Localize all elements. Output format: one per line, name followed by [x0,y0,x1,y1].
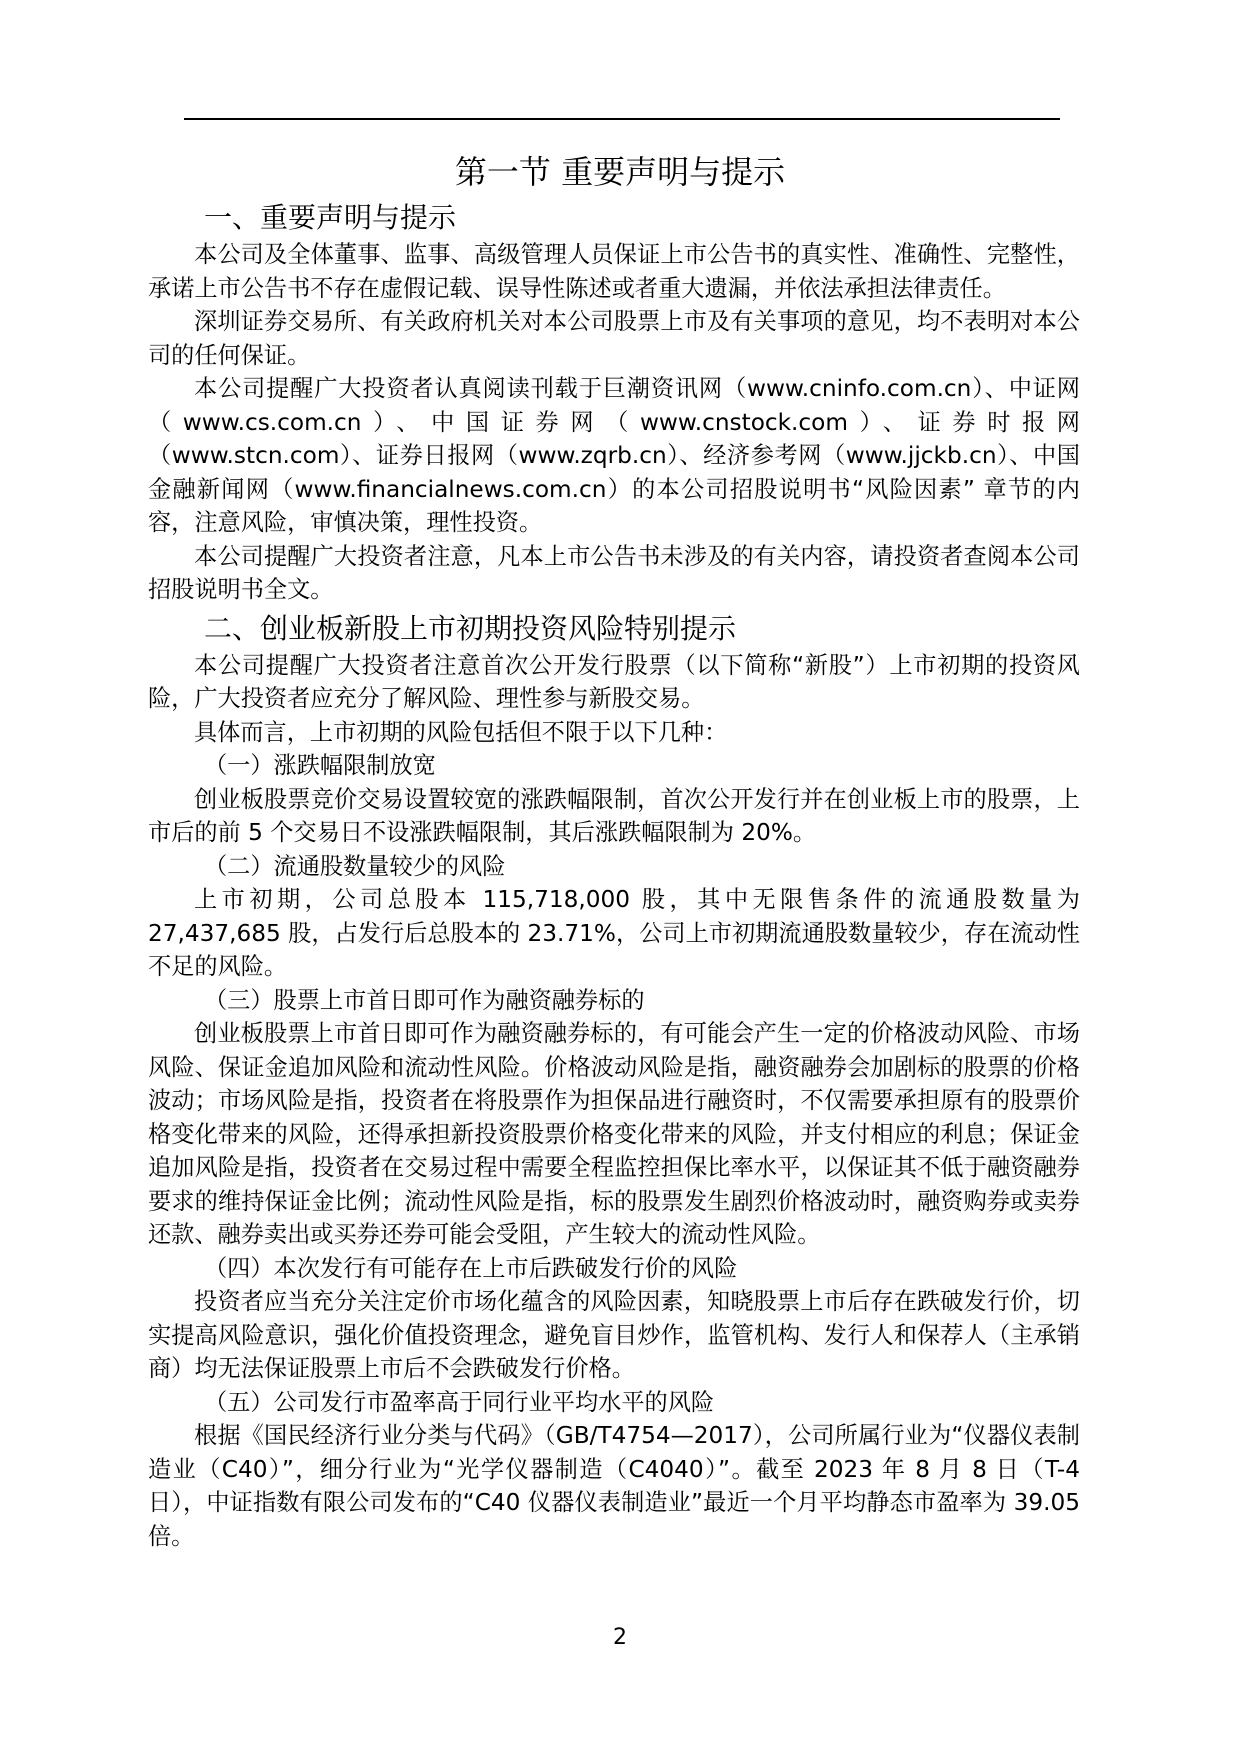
header-rule [184,118,1060,120]
subheading: （三）股票上市首日即可作为融资融券标的 [204,986,645,1014]
paragraph: 本公司提醒广大投资者注意首次公开发行股票（以下简称“新股”）上市初期的投资风险，广大投资者应充分了解风险、理性参与新股交易。 [148,651,1080,712]
subheading: （五）公司发行市盈率高于同行业平均水平的风险 [204,1388,715,1416]
paragraph: 创业板股票上市首日即可作为融资融券标的，有可能会产生一定的价格波动风险、市场风险、保证金追加风险和流动性风险。价格波动风险是指，融资融券会加剧标的股票的价格波动；市场风险是指，投资者在将股票作为担保品进行融资时，不仅需要承担原有的股票价格变化带来的风险，还得承担新投资股票价格变化带来的风险，并支付相应的利息；保证金追加风险是指，投资者在交易过程中需要全程监控担保比率水平，以保证其不低于融资融券要求的维持保证金比例；流动性风险是指，标的股票发生剧烈价格波动时，融资购券或卖券还款、融券卖出或买券还券可能会受阻，产生较大的流动性风险。 [148,1020,1080,1248]
heading-risk-notice: 二、创业板新股上市初期投资风险特别提示 [204,611,737,645]
paragraph: 本公司提醒广大投资者注意，凡本上市公告书未涉及的有关内容，请投资者查阅本公司招股说明书全文。 [148,542,1080,603]
subheading: （四）本次发行有可能存在上市后跌破发行价的风险 [204,1254,738,1282]
body-content [148,198,1080,1553]
heading-important-statement: 一、重要声明与提示 [204,201,457,234]
paragraph: 本公司提醒广大投资者认真阅读刊载于巨潮资讯网（www.cninfo.com.cn）、中证网（www.cs.com.cn）、中国证券网（www.cnstock.com）、证券时报网（www.stcn.com）、证券日报网（www.zqrb.cn）、经济参考网（www.jjckb.cn）、中国金融新闻网（www.financialnews.com.cn）的本公司招股说明书“风险因素” 章节的内容，注意风险，审慎决策，理性投资。 [148,375,1080,536]
section-title: 第一节 重要声明与提示 [454,153,786,191]
paragraph: 深圳证券交易所、有关政府机关对本公司股票上市及有关事项的意见，均不表明对本公司的任何保证。 [148,308,1080,369]
subheading: （二）流通股数量较少的风险 [204,852,506,880]
paragraph: 具体而言，上市初期的风险包括但不限于以下几种： [194,718,728,746]
paragraph: 投资者应当充分关注定价市场化蕴含的风险因素，知晓股票上市后存在跌破发行价，切实提高风险意识，强化价值投资理念，避免盲目炒作，监管机构、发行人和保荐人（主承销商）均无法保证股票上市后不会跌破发行价格。 [148,1288,1080,1382]
subheading: （一）涨跌幅限制放宽 [204,752,436,779]
paragraph: 本公司及全体董事、监事、高级管理人员保证上市公告书的真实性、准确性、完整性，承诺上市公告书不存在虚假记载、误导性陈述或者重大遗漏，并依法承担法律责任。 [148,241,1080,302]
paragraph: 上市初期，公司总股本 115,718,000 股，其中无限售条件的流通股数量为 27,437,685 股，占发行后总股本的 23.71%，公司上市初期流通股数量较少，存在流动性不足的风险。 [148,886,1080,980]
paragraph: 创业板股票竞价交易设置较宽的涨跌幅限制，首次公开发行并在创业板上市的股票，上市后的前 5 个交易日不设涨跌幅限制，其后涨跌幅限制为 20%。 [148,785,1080,846]
paragraph: 根据《国民经济行业分类与代码》（GB/T4754—2017），公司所属行业为“仪器仪表制造业（C40）”，细分行业为“光学仪器制造（C4040）”。截至 2023 年 8 月 8 日（T-4 日），中证指数有限公司发布的“C40 仪器仪表制造业”最近一个月平均静态市盈率为 39.05 倍。 [148,1422,1080,1550]
page-number: 2 [613,1625,627,1650]
